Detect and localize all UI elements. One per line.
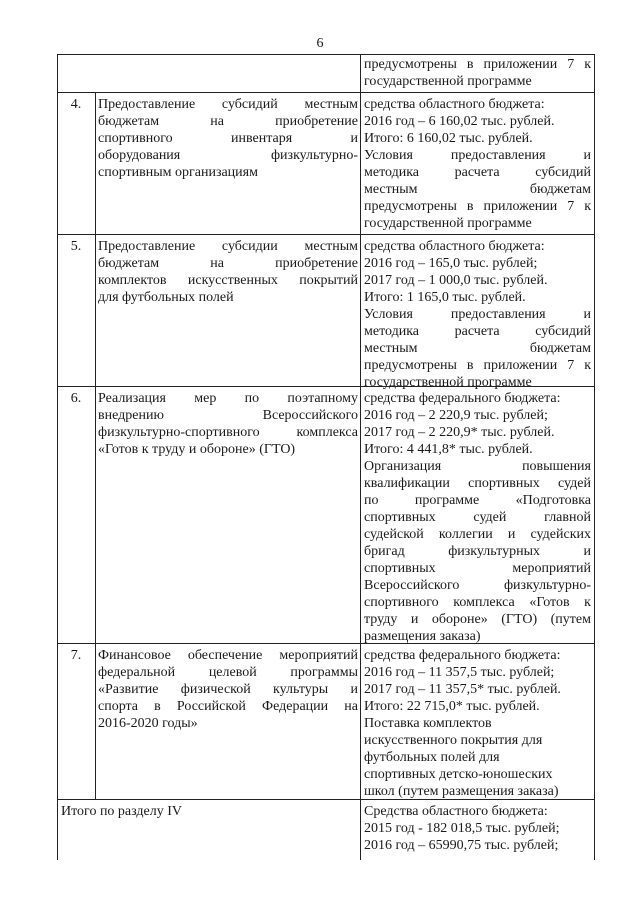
section-total-label: Итого по разделу IV <box>61 804 183 819</box>
cell-line: по программе «Подготовка <box>364 493 591 508</box>
cell-line: спортивных судей главной <box>364 510 591 525</box>
cell-line: «Готов к труду и обороне» (ГТО) <box>98 442 296 457</box>
cell-line: 2017 год – 11 357,5* тыс. рублей. <box>364 682 561 697</box>
table-rule <box>57 92 595 93</box>
funding-cell <box>360 390 593 645</box>
table-rule <box>57 54 58 860</box>
row-number: 6. <box>70 391 82 406</box>
cell-line: государственной программе <box>364 74 532 89</box>
cell-line: методика расчета субсидий <box>364 165 591 180</box>
cell-line: Условия предоставления и <box>364 148 591 163</box>
cell-line: Итого: 4 441,8* тыс. рублей. <box>364 442 533 457</box>
cell-line: спортивных детско-юношеских <box>364 767 553 782</box>
cell-line: спортивного комплекса «Готов к <box>364 595 591 610</box>
measure-title <box>95 390 360 458</box>
cell-line: Финансовое обеспечение мероприятий <box>98 648 358 663</box>
cell-line: спортивных мероприятий <box>364 561 591 576</box>
continuation-cell <box>360 56 593 90</box>
cell-line: бюджетам на приобретение <box>98 114 358 129</box>
cell-line: средства федерального бюджета: <box>364 391 561 406</box>
cell-line: Итого: 6 160,02 тыс. рублей. <box>364 131 533 146</box>
cell-line: размещения заказа) <box>364 629 481 644</box>
cell-line: физкультурно-спортивного комплекса <box>98 425 358 440</box>
cell-line: 2017 год – 1 000,0 тыс. рублей. <box>364 273 548 288</box>
cell-line: предусмотрены в приложении 7 к <box>364 57 591 72</box>
cell-line: 2016 год – 2 220,9 тыс. рублей; <box>364 408 548 423</box>
cell-line: Итого: 1 165,0 тыс. рублей. <box>364 290 526 305</box>
cell-line: футбольных полей для <box>364 750 500 765</box>
row-number: 5. <box>70 239 82 254</box>
funding-cell <box>360 96 593 232</box>
cell-line: оборудования физкультурно- <box>98 148 358 163</box>
cell-line: внедрению Всероссийского <box>98 408 358 423</box>
cell-line: предусмотрены в приложении 7 к <box>364 358 591 373</box>
cell-line: Организация повышения <box>364 459 591 474</box>
cell-line: федеральной целевой программы <box>98 665 358 680</box>
cell-line: искусственного покрытия для <box>364 733 543 748</box>
cell-line: 2015 год - 182 018,5 тыс. рублей; <box>364 821 560 836</box>
cell-line: средства федерального бюджета: <box>364 648 561 663</box>
cell-line: спортивным организациям <box>98 165 258 180</box>
cell-line: спортивного инвентаря и <box>98 131 358 146</box>
row-number: 4. <box>70 97 82 112</box>
cell-line: бюджетам на приобретение <box>98 256 358 271</box>
cell-line: 2016 год – 165,0 тыс. рублей; <box>364 256 538 271</box>
cell-line: труду и обороне» (ГТО) (путем <box>364 612 591 627</box>
cell-line: предусмотрены в приложении 7 к <box>364 199 591 214</box>
cell-line: спорта в Российской Федерации на <box>98 699 358 714</box>
total-funding-cell <box>360 803 593 854</box>
cell-line: 2016 год – 6 160,02 тыс. рублей. <box>364 114 555 129</box>
row-number: 7. <box>70 648 82 663</box>
cell-line: комплектов искусственных покрытий <box>98 273 358 288</box>
measure-title <box>95 647 360 732</box>
cell-line: методика расчета субсидий <box>364 324 591 339</box>
page-number: 6 <box>316 36 324 51</box>
table-rule <box>57 54 595 55</box>
cell-line: Итого: 22 715,0* тыс. рублей. <box>364 699 540 714</box>
measure-title <box>95 96 360 181</box>
cell-line: «Развитие физической культуры и <box>98 682 358 697</box>
cell-line: бригад физкультурных и <box>364 544 591 559</box>
document-table <box>57 54 595 860</box>
cell-line: Средства областного бюджета: <box>364 804 548 819</box>
cell-line: 2016 год – 11 357,5 тыс. рублей; <box>364 665 555 680</box>
cell-line: Поставка комплектов <box>364 716 492 731</box>
measure-title <box>95 238 360 306</box>
cell-line: средства областного бюджета: <box>364 97 545 112</box>
cell-line: Предоставление субсидий местным <box>98 97 358 112</box>
cell-line: средства областного бюджета: <box>364 239 545 254</box>
cell-line: местным бюджетам <box>364 182 591 197</box>
cell-line: для футбольных полей <box>98 290 234 305</box>
funding-cell <box>360 238 593 391</box>
cell-line: Условия предоставления и <box>364 307 591 322</box>
cell-line: Всероссийского физкультурно- <box>364 578 591 593</box>
cell-line: государственной программе <box>364 216 532 231</box>
cell-line: школ (путем размещения заказа) <box>364 784 559 799</box>
cell-line: Реализация мер по поэтапному <box>98 391 358 406</box>
cell-line: 2016 год – 65990,75 тыс. рублей; <box>364 838 559 853</box>
table-rule <box>594 54 595 860</box>
funding-cell <box>360 647 593 800</box>
cell-line: местным бюджетам <box>364 341 591 356</box>
cell-line: квалификации спортивных судей <box>364 476 591 491</box>
cell-line: 2017 год – 2 220,9* тыс. рублей. <box>364 425 555 440</box>
table-rule <box>57 234 595 235</box>
cell-line: Предоставление субсидии местным <box>98 239 358 254</box>
cell-line: судейской коллегии и судейских <box>364 527 591 542</box>
cell-line: 2016-2020 годы» <box>98 716 198 731</box>
cell-line: государственной программе <box>364 375 532 390</box>
